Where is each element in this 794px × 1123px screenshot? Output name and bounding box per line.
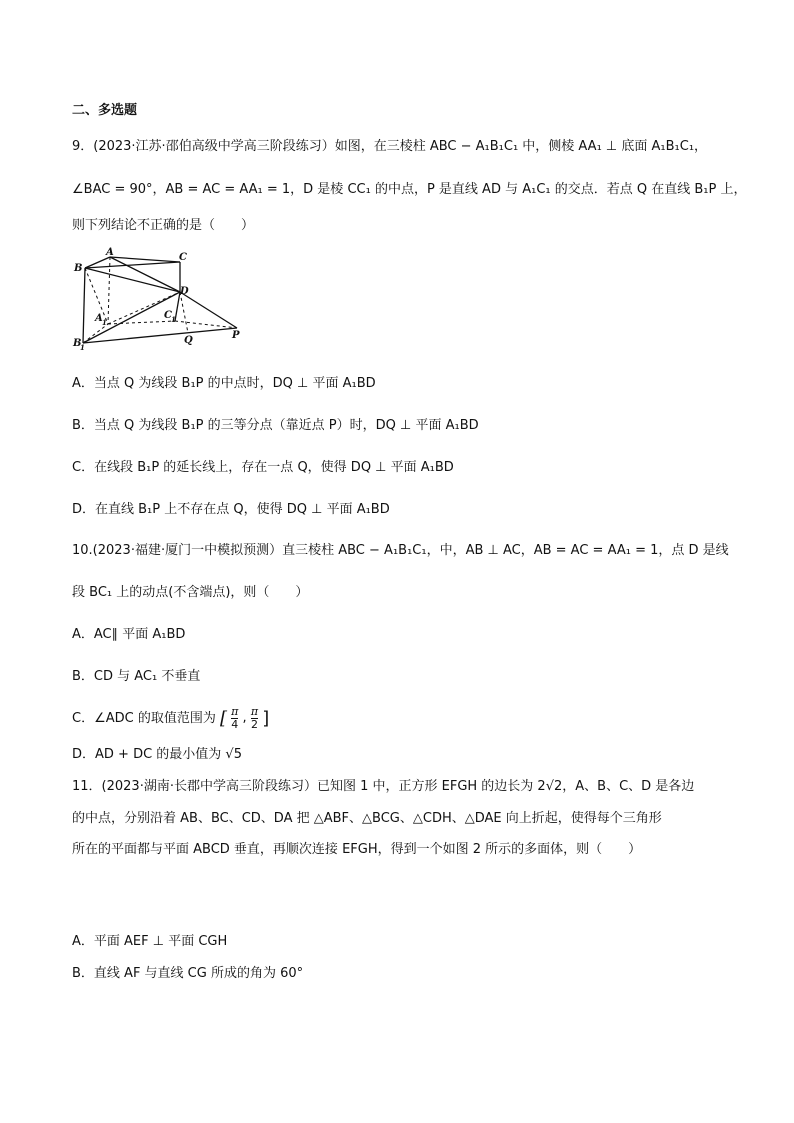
label-P: P <box>232 330 240 341</box>
q11-line-2: 的中点，分别沿着 AB、BC、CD、DA 把 △ABF、△BCG、△CDH、△DAE 向上折起，使得每个三角形 <box>72 811 662 826</box>
q9-line-2: ∠BAC = 90°，AB = AC = AA₁ = 1，D 是棱 CC₁ 的中点，P 是直线 AD 与 A₁C₁ 的交点．若点 Q 在直线 B₁P 上， <box>72 182 747 197</box>
label-C1-sub: 1 <box>171 315 176 324</box>
label-Q: Q <box>184 335 193 346</box>
prism-figure <box>70 245 250 355</box>
label-A1: A <box>95 313 103 324</box>
q10-option-c-prefix: C．∠ADC 的取值范围为 <box>72 711 216 726</box>
q11-line-1: 11．(2023·湖南·长郡中学高三阶段练习）已知图 1 中，正方形 EFGH 的边长为 2√2，A、B、C、D 是各边 <box>72 779 695 794</box>
q10-line-2: 段 BC₁ 上的动点(不含端点)，则（ ） <box>72 585 309 600</box>
q9-option-a: A．当点 Q 为线段 B₁P 的中点时，DQ ⊥ 平面 A₁BD <box>72 376 376 391</box>
q10-line-1: 10.(2023·福建·厦门一中模拟预测）直三棱柱 ABC − A₁B₁C₁，中，AB ⊥ AC，AB = AC = AA₁ = 1，点 D 是线 <box>72 543 729 558</box>
label-D: D <box>180 286 189 297</box>
label-B1-sub: 1 <box>80 343 85 352</box>
interval-bracket: [ <box>220 707 228 729</box>
label-A1-sub: 1 <box>102 318 107 327</box>
q11-option-a: A．平面 AEF ⊥ 平面 CGH <box>72 934 228 949</box>
label-A: A <box>106 247 114 258</box>
section-heading: 二、多选题 <box>72 103 138 118</box>
q11-line-3: 所在的平面都与平面 ABCD 垂直，再顺次连接 EFGH，得到一个如图 2 所示的多面体，则（ ） <box>72 842 642 857</box>
fraction-low-den: 4 <box>231 718 239 731</box>
q10-option-b: B．CD 与 AC₁ 不垂直 <box>72 669 201 684</box>
fraction-high-den: 2 <box>250 718 258 731</box>
q10-option-d: D．AD + DC 的最小值为 √5 <box>72 747 242 762</box>
fraction-low-num: π <box>231 705 239 718</box>
interval-bracket-close: ] <box>262 707 270 729</box>
q9-option-b: B．当点 Q 为线段 B₁P 的三等分点（靠近点 P）时，DQ ⊥ 平面 A₁BD <box>72 418 479 433</box>
q9-line-3: 则下列结论不正确的是（ ） <box>72 218 255 233</box>
label-C: C <box>179 252 187 263</box>
fraction-high-num: π <box>250 705 259 718</box>
q11-option-b: B．直线 AF 与直线 CG 所成的角为 60° <box>72 966 304 981</box>
label-B: B <box>74 263 83 274</box>
q10-option-a: A．AC∥ 平面 A₁BD <box>72 627 186 642</box>
q9-option-d: D．在直线 B₁P 上不存在点 Q，使得 DQ ⊥ 平面 A₁BD <box>72 502 390 517</box>
label-B1: B <box>73 338 82 349</box>
fraction-low <box>231 706 238 731</box>
label-C1: C <box>164 310 172 321</box>
q9-line-1: 9．(2023·江苏·邵伯高级中学高三阶段练习）如图，在三棱柱 ABC − A₁B₁C₁ 中，侧棱 AA₁ ⊥ 底面 A₁B₁C₁， <box>72 139 708 154</box>
interval-comma: , <box>242 710 247 726</box>
q10-option-c <box>72 706 269 731</box>
q9-option-c: C．在线段 B₁P 的延长线上，存在一点 Q，使得 DQ ⊥ 平面 A₁BD <box>72 460 454 475</box>
fraction-high <box>251 706 258 731</box>
